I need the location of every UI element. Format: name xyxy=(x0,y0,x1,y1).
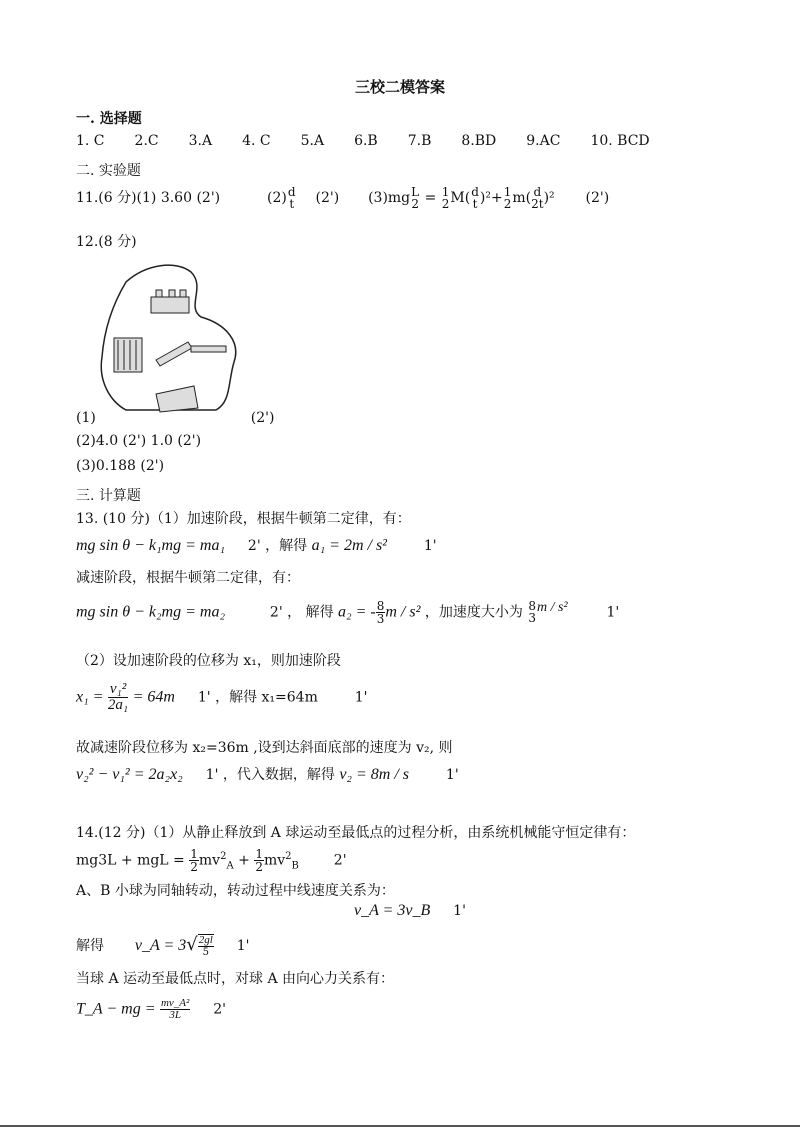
q13-a1-result: a₁ = 2m / s² xyxy=(311,537,387,554)
choice-answer: 9.AC xyxy=(526,133,561,149)
q13-x1-line xyxy=(76,682,368,713)
q14-half-b: $\frac{1}{2}$ xyxy=(255,847,263,874)
q14-eq1-line: mg3L + mgL = $\frac{1}{2}$ $mv^2_A$ + $\frac{1}{2}$ $mv^2_B$ 2' xyxy=(76,847,347,874)
circuit-diagram-sketch xyxy=(96,262,246,416)
section-heading-calculation: 三. 计算题 xyxy=(76,488,141,504)
q11-part3-points: (2') xyxy=(585,190,610,206)
q11-d-over-t: d t xyxy=(471,185,479,211)
q11-L-over-2: L 2 xyxy=(411,185,420,211)
q14-vA-line: 解得 v_A = 3√ $\frac{2gl}{5}$ 1' xyxy=(76,934,250,958)
q14-vA-lhs: v_A = 3 xyxy=(134,937,187,954)
q14-eq1-lhs: mg3L + mgL = xyxy=(76,852,185,869)
q13-part2-intro: （2）设加速阶段的位移为 x₁，则加速阶段 xyxy=(76,653,341,669)
bottom-rule xyxy=(0,1125,800,1127)
q11-equals: = xyxy=(424,190,437,206)
q11-m-term: m( xyxy=(512,190,532,206)
section-heading-experiment: 二. 实验题 xyxy=(76,163,141,179)
q14-plus: + xyxy=(238,852,250,869)
q11-part3-label: (3)mg xyxy=(368,190,411,206)
choice-answer: 4. C xyxy=(242,133,271,149)
q12-part1-label: (1) xyxy=(76,410,96,426)
q14-solve-label: 解得 xyxy=(76,938,104,954)
choice-answer: 5.A xyxy=(300,133,325,149)
q13-eq3-solve-text: ，代入数据，解得 xyxy=(222,767,335,783)
q13-eq2-end-points: 1' xyxy=(606,604,620,621)
q14-eq2-points: 1' xyxy=(453,903,466,919)
q14-mvB: mv xyxy=(263,852,286,869)
q13-eq2: mg sin θ − k₂mg = ma₂ xyxy=(76,603,226,621)
q13-x1-rhs: = 64m xyxy=(132,688,175,706)
q14-lowest-point: 当球 A 运动至最低点时，对球 A 由向心力关系有： xyxy=(76,971,395,987)
q13-eq2-line xyxy=(76,600,619,625)
q13-x1-lhs: x₁ = xyxy=(76,688,104,706)
q11-part2-label: (2) xyxy=(267,190,287,206)
q13-intro: 13. (10 分)（1）加速阶段，根据牛顿第二定律，有： xyxy=(76,511,411,527)
q13-accel-magnitude-text: ，加速度大小为 xyxy=(424,604,523,621)
q14-root-fraction: $\frac{2gl}{5}$ xyxy=(198,934,213,958)
q13-x1-solve-points: 1' xyxy=(354,689,368,706)
q13-mag-unit: m / s² xyxy=(536,600,568,615)
q12-part1 xyxy=(76,410,274,426)
choice-answer: 7.B xyxy=(407,133,432,149)
q14-half-a: $\frac{1}{2}$ xyxy=(190,847,198,874)
q12-part2: (2)4.0 (2') 1.0 (2') xyxy=(76,433,202,449)
q13-eq1-solve-text: ，解得 xyxy=(265,538,308,554)
q13-v2-result: v₂ = 8m / s xyxy=(339,766,410,783)
q13-x1-points: 1' xyxy=(197,689,211,706)
q14-vA-points: 1' xyxy=(236,938,250,954)
q13-eq2-points: 2' xyxy=(269,604,283,621)
q13-a1-points: 1' xyxy=(423,538,437,554)
q13-eq3: v₂² − v₁² = 2a₂x₂ xyxy=(76,766,183,783)
q13-v2-points: 1' xyxy=(445,767,459,783)
q14-mvA: mv xyxy=(198,852,221,869)
q13-eq1-points: 2' xyxy=(247,538,261,554)
q11-half-1: 1 2 xyxy=(441,185,450,211)
q11-prefix: 11.(6 分)(1) 3.60 (2') xyxy=(76,190,221,206)
q14-eq3-line xyxy=(76,998,226,1021)
q11-answer xyxy=(76,186,609,210)
q11-part2-points: (2') xyxy=(315,190,340,206)
q14-relation: A、B 小球为同轴转动，转动过程中线速度关系为： xyxy=(76,883,395,899)
q11-sq: )² xyxy=(543,190,555,206)
q11-part2-fraction: d t xyxy=(287,185,296,211)
choice-answer: 2.C xyxy=(134,133,159,149)
q13-decel-intro: 减速阶段，根据牛顿第二定律，有： xyxy=(76,570,300,586)
choice-answers-row xyxy=(76,133,680,149)
q13-eq3-line xyxy=(76,764,459,784)
q14-eq3-lhs: T_A − mg = xyxy=(76,1000,156,1018)
q14-eq3-points: 2' xyxy=(213,1001,226,1018)
section-heading-choice: 一. 选择题 xyxy=(76,111,142,127)
choice-answer: 10. BCD xyxy=(590,133,650,149)
q13-eq3-points: 1' xyxy=(205,767,219,783)
q13-a2-unit: m / s² xyxy=(385,603,421,621)
q14-intro: 14.(12 分)（1）从静止释放到 A 球运动至最低点的过程分析，由系统机械能守恒定律有： xyxy=(76,825,636,841)
q13-decel-displacement: 故减速阶段位移为 x₂=36m ,设到达斜面底部的速度为 v₂, 则 xyxy=(76,740,453,756)
choice-answer: 6.B xyxy=(354,133,378,149)
q13-eq1: mg sin θ − k₁mg = ma₁ xyxy=(76,537,226,554)
q13-x1-solve: ，解得 x₁=64m xyxy=(215,689,318,706)
q13-a2-lhs: a₂ = - xyxy=(338,603,376,621)
q11-d-over-2t: d 2t xyxy=(531,185,544,211)
q14-eq1-points: 2' xyxy=(333,852,347,869)
q12-part3: (3)0.188 (2') xyxy=(76,458,165,474)
q11-M-term: M( xyxy=(450,190,471,206)
q12-part1-points: (2') xyxy=(250,410,275,426)
q11-sq-plus: )²+ xyxy=(479,190,503,206)
q14-eq2-line xyxy=(354,902,466,920)
q12-heading: 12.(8 分) xyxy=(76,234,137,250)
q14-eq2: v_A = 3v_B xyxy=(354,902,431,919)
q13-mag-eight-thirds: 8 3 xyxy=(528,599,536,625)
page-title: 三校二模答案 xyxy=(354,78,445,96)
q13-eight-thirds: $\frac{8}{3}$ xyxy=(376,599,385,626)
q14-eq3-fraction: $\frac{\text{mv\_A²}}{3L}$ xyxy=(160,997,190,1021)
q11-half-2: 1 2 xyxy=(503,185,512,211)
q13-eq2-solve-text: ， 解得 xyxy=(287,604,334,621)
q13-x1-fraction: $\frac{\text{v₁²}}{\text{2a₁}}$ xyxy=(107,681,129,713)
choice-answer: 3.A xyxy=(188,133,213,149)
choice-answer: 1. C xyxy=(76,133,105,149)
q13-eq1-line xyxy=(76,535,437,555)
choice-answer: 8.BD xyxy=(461,133,497,149)
